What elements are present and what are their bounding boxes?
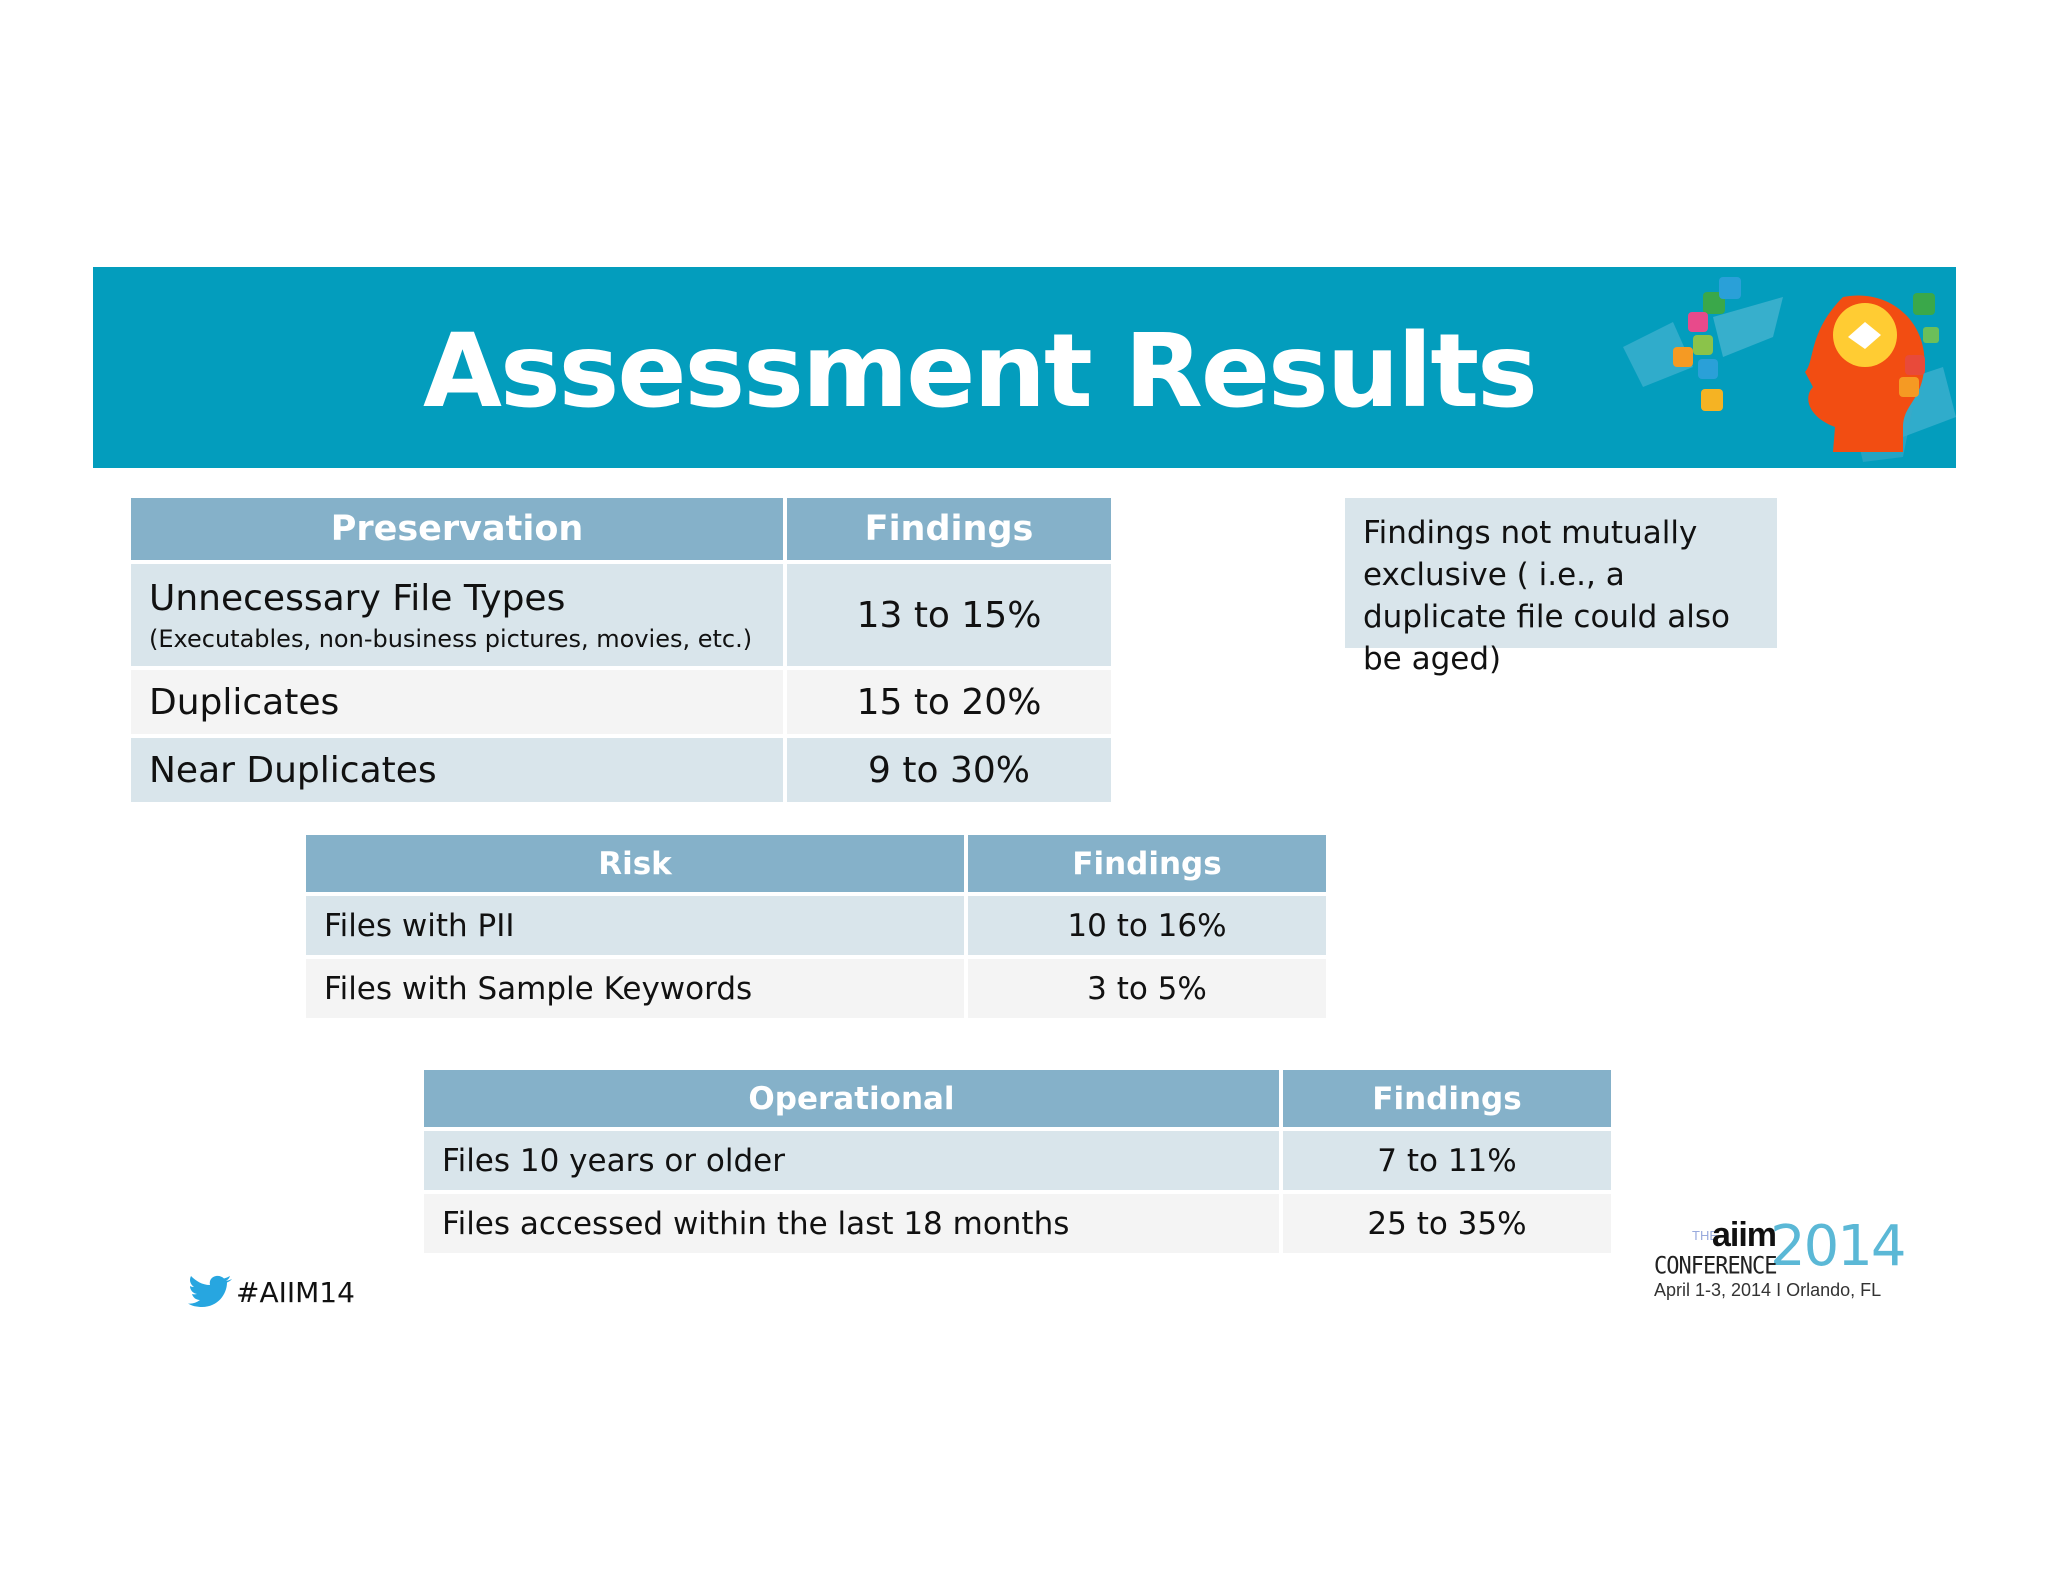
row-label: Duplicates bbox=[131, 670, 783, 734]
row-label: Near Duplicates bbox=[131, 738, 783, 802]
hashtag-text: #AIIM14 bbox=[236, 1275, 355, 1309]
table-row bbox=[131, 564, 1111, 666]
row-value: 15 to 20% bbox=[787, 670, 1111, 734]
row-label: Files with PII bbox=[306, 896, 964, 955]
column-header-preservation: Preservation bbox=[131, 498, 783, 560]
findings-note: Findings not mutually exclusive ( i.e., a duplicate file could also be aged) bbox=[1345, 498, 1777, 648]
row-label: Files accessed within the last 18 months bbox=[424, 1194, 1279, 1253]
table-row bbox=[424, 1194, 1611, 1253]
row-label: Files 10 years or older bbox=[424, 1131, 1279, 1190]
row-label-cell bbox=[131, 564, 783, 666]
logo-date: April 1-3, 2014 I Orlando, FL bbox=[1654, 1280, 1882, 1300]
row-value: 10 to 16% bbox=[968, 896, 1326, 955]
row-value: 9 to 30% bbox=[787, 738, 1111, 802]
table-header-row bbox=[131, 498, 1111, 560]
conference-logo bbox=[1652, 1214, 1905, 1302]
logo-conference: CONFERENCE bbox=[1654, 1252, 1777, 1281]
row-label: Files with Sample Keywords bbox=[306, 959, 964, 1018]
table-header-row bbox=[424, 1070, 1611, 1127]
table-header-row bbox=[306, 835, 1326, 892]
logo-year: 2014 bbox=[1770, 1214, 1905, 1279]
operational-table bbox=[420, 1066, 1615, 1257]
column-header-risk: Risk bbox=[306, 835, 964, 892]
row-label: Unnecessary File Types bbox=[149, 577, 566, 619]
row-value: 3 to 5% bbox=[968, 959, 1326, 1018]
table-row bbox=[131, 738, 1111, 802]
risk-table bbox=[302, 831, 1330, 1022]
table-row bbox=[306, 896, 1326, 955]
hashtag-footer bbox=[188, 1270, 355, 1314]
column-header-findings: Findings bbox=[1283, 1070, 1611, 1127]
twitter-bird-icon bbox=[188, 1274, 234, 1310]
row-value: 25 to 35% bbox=[1283, 1194, 1611, 1253]
page-title: Assessment Results bbox=[423, 312, 1536, 431]
table-row bbox=[306, 959, 1326, 1018]
logo-aiim: aiim bbox=[1712, 1216, 1777, 1254]
column-header-findings: Findings bbox=[787, 498, 1111, 560]
column-header-findings: Findings bbox=[968, 835, 1326, 892]
table-row bbox=[131, 670, 1111, 734]
column-header-operational: Operational bbox=[424, 1070, 1279, 1127]
table-row bbox=[424, 1131, 1611, 1190]
title-banner bbox=[93, 267, 1956, 468]
row-sub-label: (Executables, non-business pictures, movies, etc.) bbox=[149, 624, 753, 653]
preservation-table bbox=[127, 494, 1115, 806]
logo-the: THE bbox=[1692, 1228, 1718, 1243]
head-graphic-icon bbox=[1603, 267, 1956, 468]
row-value: 7 to 11% bbox=[1283, 1131, 1611, 1190]
row-value: 13 to 15% bbox=[787, 564, 1111, 666]
